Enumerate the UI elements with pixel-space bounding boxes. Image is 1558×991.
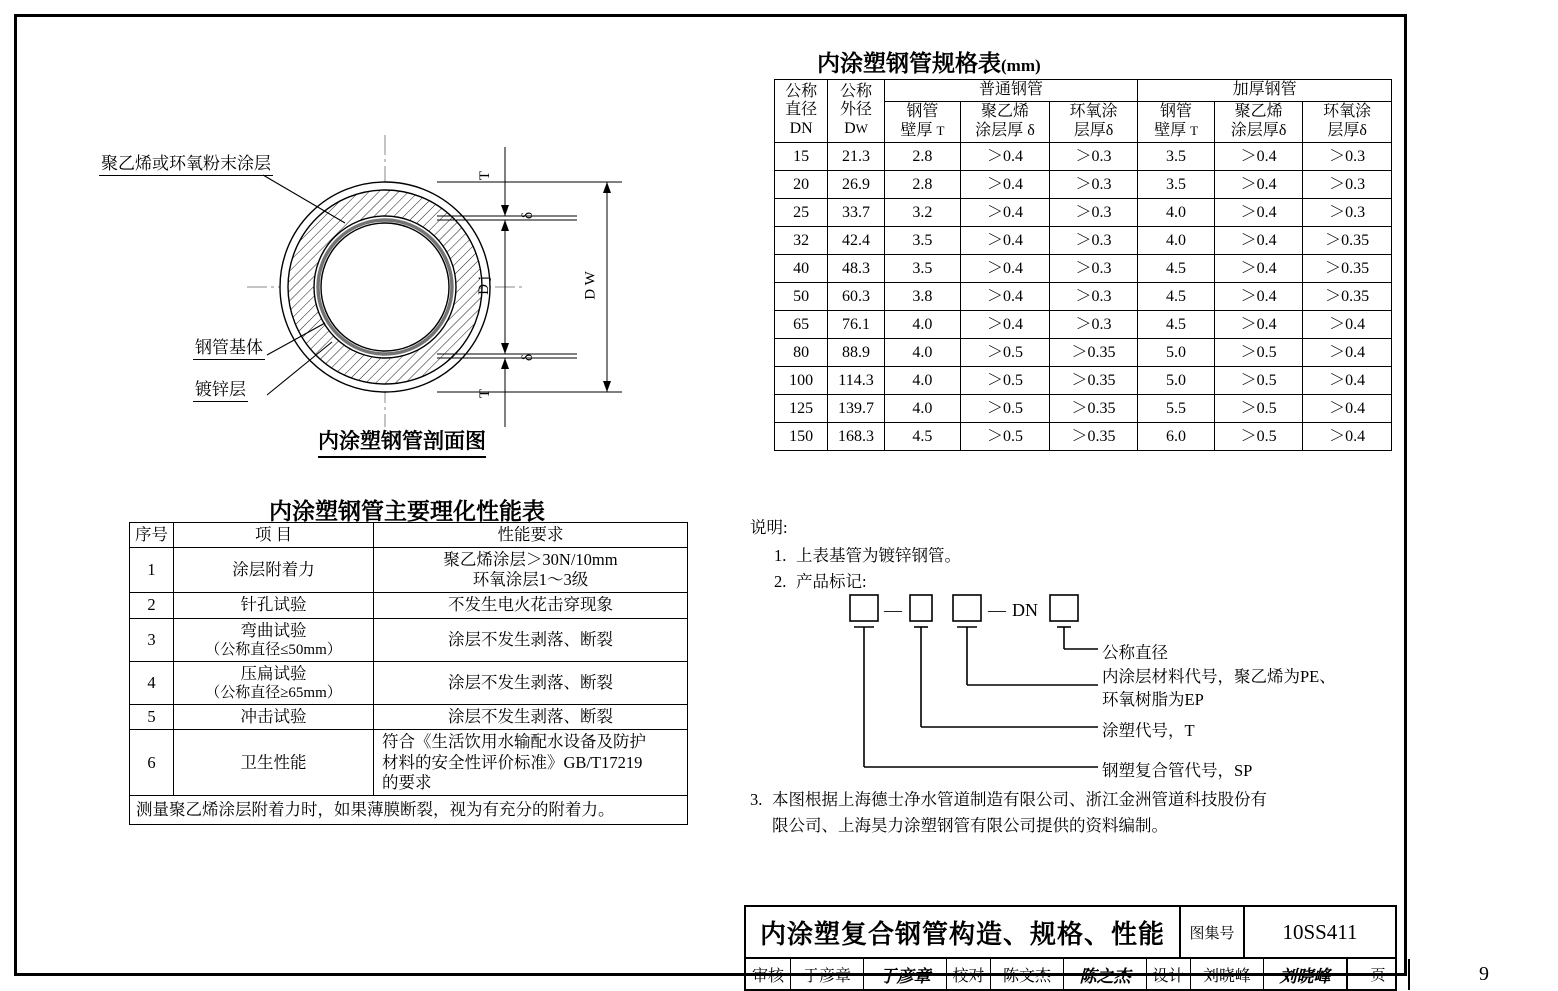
row-no: 5 (130, 705, 174, 730)
cell-dw: 76.1 (828, 310, 884, 338)
svg-text:—: — (988, 600, 1006, 620)
cell-dw: 48.3 (828, 254, 884, 282)
col-header-dn (775, 80, 828, 143)
col-header-thick-ep (1303, 101, 1392, 142)
cell-thick-ep: ＞0.4 (1303, 310, 1392, 338)
cell-dw: 33.7 (828, 198, 884, 226)
cell-thick-wall: 5.5 (1138, 394, 1214, 422)
cell-normal-wall: 2.8 (884, 170, 960, 198)
cell-normal-ep: ＞0.35 (1049, 366, 1138, 394)
cell-normal-pe: ＞0.5 (961, 394, 1050, 422)
cell-normal-ep: ＞0.35 (1049, 394, 1138, 422)
pe-line1: 聚乙烯 (1234, 102, 1283, 120)
wall-line2: 壁厚 T (900, 121, 945, 139)
cell-normal-pe: ＞0.4 (961, 198, 1050, 226)
cell-thick-pe: ＞0.5 (1214, 422, 1303, 450)
marking-leader-material (1102, 665, 1336, 711)
cell-thick-wall: 4.5 (1138, 310, 1214, 338)
cell-normal-ep: ＞0.3 (1049, 198, 1138, 226)
dim-wall-thickness-bottom: T (477, 388, 494, 399)
cell-normal-ep: ＞0.3 (1049, 282, 1138, 310)
cell-normal-pe: ＞0.4 (961, 254, 1050, 282)
row-no: 2 (130, 593, 174, 618)
cell-thick-pe: ＞0.4 (1214, 282, 1303, 310)
cell-thick-pe: ＞0.4 (1214, 142, 1303, 170)
cell-dw: 42.4 (828, 226, 884, 254)
cell-dn: 125 (775, 394, 828, 422)
note-number: 2. (774, 572, 787, 592)
table-row (130, 705, 688, 730)
cell-thick-pe: ＞0.5 (1214, 394, 1303, 422)
row-requirement: 不发生电火花击穿现象 (374, 593, 688, 618)
wall-line1: 钢管 (1160, 102, 1193, 120)
item-name: 弯曲试验 (240, 620, 307, 640)
page-number: 9 (1408, 959, 1558, 990)
row-item (174, 618, 374, 661)
cell-normal-pe: ＞0.5 (961, 366, 1050, 394)
spec-table-title: 内涂塑钢管规格表(mm) (817, 51, 1041, 77)
req-line: 材料的安全性评价标准》GB/T17219 (382, 752, 643, 772)
cell-normal-pe: ＞0.4 (961, 142, 1050, 170)
cell-thick-pe: ＞0.4 (1214, 226, 1303, 254)
notes-heading: 说明: (750, 518, 788, 537)
row-requirement: 涂层不发生剥落、断裂 (374, 705, 688, 730)
cell-dn: 40 (775, 254, 828, 282)
cell-normal-pe: ＞0.5 (961, 338, 1050, 366)
svg-text:DN: DN (1012, 600, 1038, 620)
req-line: 的要求 (382, 772, 432, 792)
label-steel-base: 钢管基体 (193, 333, 265, 360)
cell-normal-wall: 2.8 (884, 142, 960, 170)
cell-normal-pe: ＞0.4 (961, 170, 1050, 198)
cell-normal-pe: ＞0.4 (961, 226, 1050, 254)
row-requirement: 涂层不发生剥落、断裂 (374, 661, 688, 704)
req-line: 聚乙烯涂层＞30N/10mm (443, 550, 618, 570)
cell-normal-pe: ＞0.4 (961, 282, 1050, 310)
designer-name: 刘晓峰 (1190, 959, 1263, 990)
note-text-line2: 限公司、上海昊力涂塑钢管有限公司提供的资料编制。 (772, 816, 1168, 836)
spec-table-row (775, 198, 1392, 226)
cell-thick-wall: 4.0 (1138, 226, 1214, 254)
cell-normal-pe: ＞0.5 (961, 422, 1050, 450)
checker-signature: 陈之杰 (1063, 959, 1146, 990)
cell-thick-pe: ＞0.5 (1214, 366, 1303, 394)
spec-table-row (775, 394, 1392, 422)
row-no: 1 (130, 548, 174, 593)
reviewer-signature: 于彦章 (863, 959, 946, 990)
cell-thick-pe: ＞0.4 (1214, 310, 1303, 338)
cell-normal-ep: ＞0.3 (1049, 170, 1138, 198)
col-header-requirement: 性能要求 (374, 523, 688, 548)
spec-table-row (775, 226, 1392, 254)
cell-normal-wall: 4.0 (884, 394, 960, 422)
dim-coating-top: δ (520, 211, 537, 220)
cell-dw: 114.3 (828, 366, 884, 394)
cell-thick-ep: ＞0.4 (1303, 394, 1392, 422)
cell-normal-ep: ＞0.3 (1049, 254, 1138, 282)
spec-table-row (775, 310, 1392, 338)
cell-dn: 80 (775, 338, 828, 366)
cell-dn: 50 (775, 282, 828, 310)
cell-thick-pe: ＞0.4 (1214, 170, 1303, 198)
cell-dn: 65 (775, 310, 828, 338)
spec-table-row (775, 366, 1392, 394)
cell-normal-ep: ＞0.35 (1049, 338, 1138, 366)
row-no: 4 (130, 661, 174, 704)
row-item: 针孔试验 (174, 593, 374, 618)
col-header-thick-pe (1214, 101, 1303, 142)
row-requirement: 涂层不发生剥落、断裂 (374, 618, 688, 661)
table-row (130, 661, 688, 704)
drawing-title: 内涂塑复合钢管构造、规格、性能 (759, 919, 1165, 950)
marking-box-sp (850, 595, 878, 621)
marking-leader-coating-code: 涂塑代号，T (1102, 721, 1195, 740)
row-item (174, 661, 374, 704)
cell-thick-ep: ＞0.3 (1303, 142, 1392, 170)
cell-thick-wall: 4.0 (1138, 198, 1214, 226)
spec-table-row (775, 254, 1392, 282)
cell-normal-wall: 3.8 (884, 282, 960, 310)
row-item: 涂层附着力 (174, 548, 374, 593)
col-header-normal-wall (884, 101, 960, 142)
dn-line2: 直径 (785, 101, 818, 119)
title-block (744, 905, 1489, 991)
dim-inner-diameter: D j (475, 276, 492, 295)
cell-thick-pe: ＞0.4 (1214, 254, 1303, 282)
cell-dn: 150 (775, 422, 828, 450)
cell-normal-wall: 4.5 (884, 422, 960, 450)
ep-line1: 环氧涂 (1069, 102, 1118, 120)
marking-material-line1: 内涂层材料代号，聚乙烯为PE、 (1102, 667, 1336, 686)
reviewer-name: 于彦章 (790, 959, 863, 990)
cell-thick-ep: ＞0.4 (1303, 422, 1392, 450)
title-block-lower-row (746, 959, 1489, 990)
atlas-number-value: 10SS411 (1243, 907, 1395, 957)
dn-line3: DN (789, 120, 813, 138)
cell-normal-ep: ＞0.3 (1049, 226, 1138, 254)
row-item: 冲击试验 (174, 705, 374, 730)
item-condition: （公称直径≥65mm） (205, 685, 342, 702)
cell-thick-ep: ＞0.4 (1303, 338, 1392, 366)
ep-line1: 环氧涂 (1323, 102, 1372, 120)
svg-text:—: — (884, 600, 902, 620)
table-row (130, 593, 688, 618)
cell-dw: 168.3 (828, 422, 884, 450)
cell-thick-wall: 4.5 (1138, 254, 1214, 282)
note-text-line1: 本图根据上海德士净水管道制造有限公司、浙江金洲管道科技股份有 (772, 790, 1267, 809)
ep-line2: 层厚δ (1327, 121, 1367, 139)
cross-section-title: 内涂塑钢管剖面图 (262, 425, 542, 458)
col-header-item: 项 目 (174, 523, 374, 548)
cell-thick-wall: 4.5 (1138, 282, 1214, 310)
cell-normal-wall: 3.5 (884, 254, 960, 282)
ep-line2: 层厚δ (1073, 121, 1114, 139)
cell-thick-ep: ＞0.35 (1303, 282, 1392, 310)
table-footnote: 测量聚乙烯涂层附着力时，如果薄膜断裂，视为有充分的附着力。 (130, 795, 688, 824)
note-text: 上表基管为镀锌钢管。 (796, 545, 961, 565)
properties-table (129, 522, 688, 825)
cell-normal-ep: ＞0.3 (1049, 142, 1138, 170)
reviewer-label: 审核 (751, 968, 784, 985)
checker-name: 陈文杰 (990, 959, 1063, 990)
cell-dn: 20 (775, 170, 828, 198)
label-galvanized-layer: 镀锌层 (193, 375, 248, 402)
table-row (130, 618, 688, 661)
wall-line1: 钢管 (906, 102, 939, 120)
row-no: 6 (130, 730, 174, 795)
cell-dw: 88.9 (828, 338, 884, 366)
group-header-thick: 加厚钢管 (1138, 80, 1392, 102)
note-item-3 (750, 787, 1400, 840)
cell-thick-wall: 3.5 (1138, 170, 1214, 198)
note-text: 产品标记: (796, 572, 867, 592)
cell-dn: 15 (775, 142, 828, 170)
col-header-dw (828, 80, 884, 143)
spec-table-row (775, 142, 1392, 170)
table-footnote-row (130, 795, 688, 824)
marking-leader-dn: 公称直径 (1102, 643, 1168, 662)
pe-line2: 涂层厚δ (1230, 121, 1287, 139)
table-header-row (130, 523, 688, 548)
cell-thick-wall: 3.5 (1138, 142, 1214, 170)
cell-normal-pe: ＞0.4 (961, 310, 1050, 338)
note-number: 3. (750, 790, 763, 809)
dw-line3: DW (844, 120, 868, 138)
designer-signature: 刘晓峰 (1263, 959, 1346, 990)
cell-thick-wall: 5.0 (1138, 366, 1214, 394)
cell-dw: 139.7 (828, 394, 884, 422)
dw-line1: 公称 (840, 82, 873, 100)
row-requirement (374, 730, 688, 795)
spec-table-row (775, 422, 1392, 450)
pe-line2: 涂层厚 δ (975, 121, 1035, 139)
cell-normal-wall: 4.0 (884, 310, 960, 338)
cell-normal-ep: ＞0.3 (1049, 310, 1138, 338)
spec-table-row (775, 338, 1392, 366)
cell-normal-ep: ＞0.35 (1049, 422, 1138, 450)
cell-thick-ep: ＞0.4 (1303, 366, 1392, 394)
spec-table-row (775, 170, 1392, 198)
cell-dn: 100 (775, 366, 828, 394)
dw-line2: 外径 (840, 101, 873, 119)
title-block-upper-row (746, 907, 1395, 959)
cell-thick-ep: ＞0.35 (1303, 254, 1392, 282)
note-item-1 (774, 543, 1400, 569)
cell-dn: 25 (775, 198, 828, 226)
product-marking-diagram (750, 587, 1400, 807)
req-line: 环氧涂层1～3级 (472, 570, 589, 590)
dim-wall-thickness-top: T (477, 170, 494, 181)
cell-normal-wall: 4.0 (884, 366, 960, 394)
cell-thick-ep: ＞0.3 (1303, 198, 1392, 226)
cell-dn: 32 (775, 226, 828, 254)
marking-material-line2: 环氧树脂为EP (1102, 690, 1204, 710)
table-row (130, 730, 688, 795)
marking-leader-pipe-code: 钢塑复合管代号，SP (1102, 761, 1253, 780)
item-condition: （公称直径≤50mm） (205, 641, 342, 658)
marking-box-t (910, 595, 932, 621)
checker-label: 校对 (946, 959, 990, 990)
atlas-number-label: 图集号 (1179, 907, 1243, 957)
pe-line1: 聚乙烯 (980, 102, 1029, 120)
cell-thick-wall: 5.0 (1138, 338, 1214, 366)
cell-thick-ep: ＞0.3 (1303, 170, 1392, 198)
table-row (130, 548, 688, 593)
properties-table-title: 内涂塑钢管主要理化性能表 (269, 499, 545, 525)
spec-table-row (775, 282, 1392, 310)
designer-label: 设计 (1146, 959, 1190, 990)
req-line: 符合《生活饮用水输配水设备及防护 (382, 732, 646, 752)
drawing-sheet-frame (14, 14, 1489, 987)
dim-outer-diameter: D W (582, 271, 599, 300)
wall-line2: 壁厚 T (1154, 121, 1199, 139)
cell-thick-wall: 6.0 (1138, 422, 1214, 450)
page-label: 页 (1346, 959, 1408, 990)
cell-dw: 60.3 (828, 282, 884, 310)
group-header-normal: 普通钢管 (884, 80, 1138, 102)
row-item: 卫生性能 (174, 730, 374, 795)
notes-section (750, 515, 1400, 596)
cell-normal-wall: 3.5 (884, 226, 960, 254)
cell-thick-pe: ＞0.5 (1214, 338, 1303, 366)
col-header-normal-ep (1049, 101, 1138, 142)
cell-dw: 21.3 (828, 142, 884, 170)
col-header-thick-wall (1138, 101, 1214, 142)
cell-dw: 26.9 (828, 170, 884, 198)
marking-box-material (953, 595, 981, 621)
row-requirement (374, 548, 688, 593)
dn-line1: 公称 (785, 82, 818, 100)
marking-box-dn (1050, 595, 1078, 621)
item-name: 压扁试验 (240, 663, 307, 683)
cell-normal-wall: 3.2 (884, 198, 960, 226)
row-no: 3 (130, 618, 174, 661)
col-header-no: 序号 (130, 523, 174, 548)
cell-thick-ep: ＞0.35 (1303, 226, 1392, 254)
cell-thick-pe: ＞0.4 (1214, 198, 1303, 226)
spec-header-row-1 (775, 80, 1392, 102)
label-coating: 聚乙烯或环氧粉末涂层 (99, 149, 273, 176)
pipe-cross-section-diagram (77, 127, 677, 457)
dim-coating-bottom: δ (520, 353, 537, 362)
note-number: 1. (774, 545, 787, 565)
cell-normal-wall: 4.0 (884, 338, 960, 366)
spec-table (774, 79, 1392, 451)
col-header-normal-pe (961, 101, 1050, 142)
